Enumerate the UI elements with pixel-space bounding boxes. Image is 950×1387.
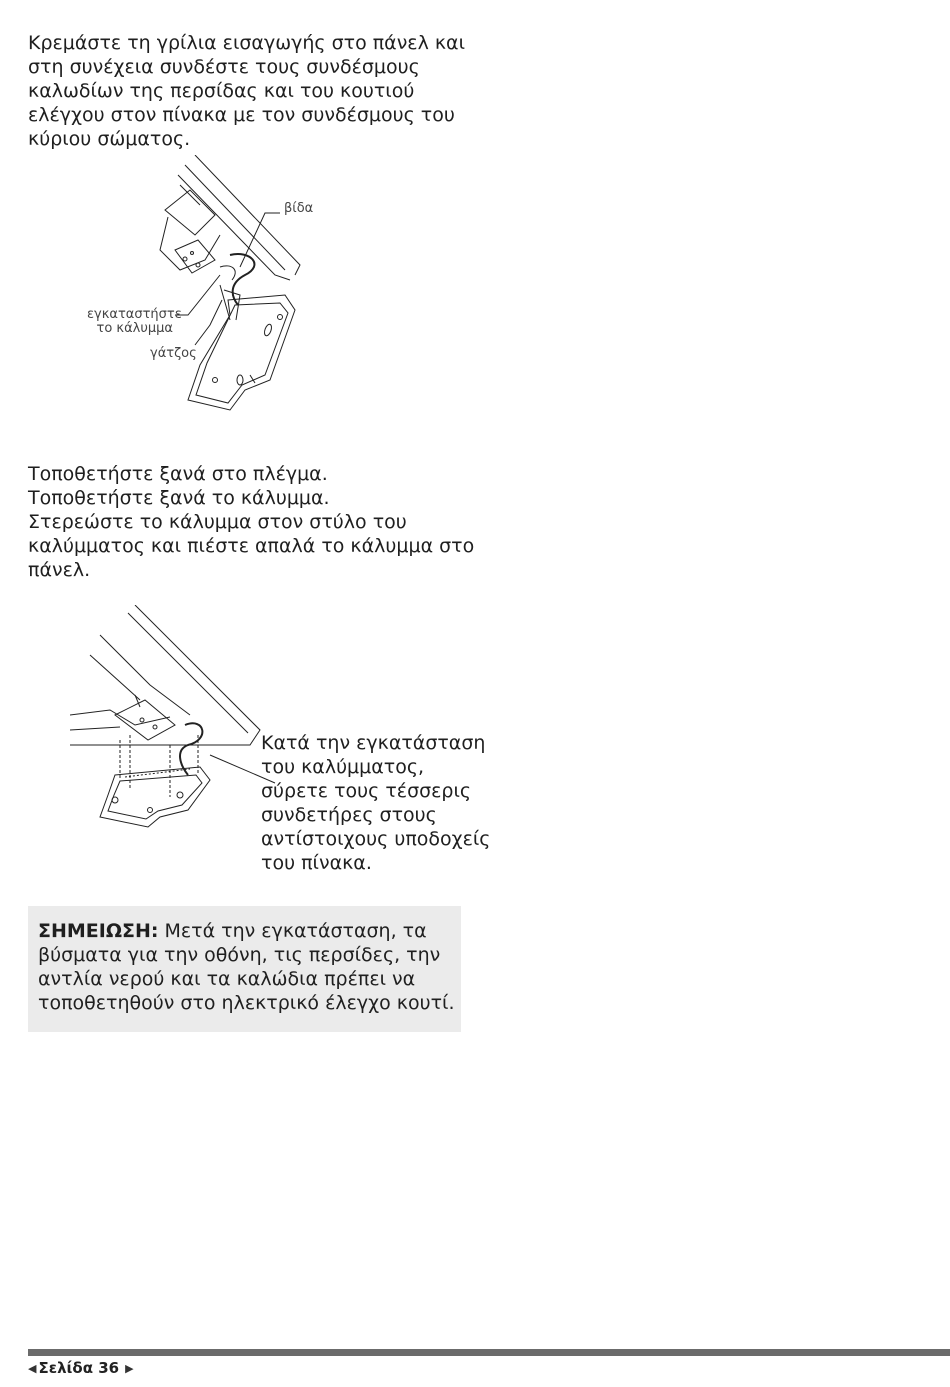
note-line-4: τοποθετηθούν στο ηλεκτρικό έλεγχο κουτί. [38, 992, 455, 1014]
text-line: πάνελ. [28, 559, 91, 581]
note-line-1-text: Μετά την εγκατάσταση, τα [158, 920, 427, 942]
text-line: του πίνακα. [261, 852, 372, 874]
footer-divider [28, 1349, 950, 1356]
install-cover-label-line1: εγκαταστήστε [87, 307, 182, 322]
text-line: ελέγχου στον πίνακα με τον συνδέσμους του [28, 104, 455, 126]
triangle-left-icon[interactable]: ◀ [28, 1361, 37, 1375]
screw-label: βίδα [284, 201, 314, 216]
instruction-paragraph-2 [28, 462, 488, 582]
instruction-paragraph-3 [261, 731, 490, 875]
note-line-1 [38, 919, 454, 943]
install-cover-label-line2: το κάλυμμα [96, 321, 173, 336]
text-line: Κατά την εγκατάσταση [261, 732, 486, 754]
text-line: στη συνέχεια συνδέστε τους συνδέσμους [28, 56, 420, 78]
text-line: Τοποθετήστε ξανά το κάλυμμα. [28, 487, 330, 509]
text-line: Τοποθετήστε ξανά στο πλέγμα. [28, 463, 328, 485]
note-line-3: αντλία νερού και τα καλώδια πρέπει να [38, 968, 416, 990]
text-line: σύρετε τους τέσσερις [261, 780, 472, 802]
note-line-2: βύσματα για την οθόνη, τις περσίδες, την [38, 944, 441, 966]
text-line: Κρεμάστε τη γρίλια εισαγωγής στο πάνελ και [28, 32, 466, 54]
note-box [28, 906, 461, 1032]
cover-installation-illustration [70, 605, 285, 830]
hook-label: γάτζος [150, 346, 197, 361]
text-line: καλύμματος και πιέστε απαλά το κάλυμμα στο [28, 535, 475, 557]
text-line: του καλύμματος, [261, 756, 425, 778]
text-line: καλωδίων της περσίδας και του κουτιού [28, 80, 415, 102]
triangle-right-icon[interactable]: ▶ [125, 1361, 134, 1375]
instruction-paragraph-1 [28, 31, 488, 151]
text-line: Στερεώστε το κάλυμμα στον στύλο του [28, 511, 407, 533]
text-line: αντίστοιχους υποδοχείς [261, 828, 491, 850]
text-line: κύριου σώματος. [28, 128, 191, 150]
text-line: συνδετήρες στους [261, 804, 437, 826]
page-number: Σελίδα 36 [38, 1359, 120, 1377]
page-footer [28, 1358, 134, 1378]
grille-hanging-illustration [80, 155, 320, 415]
note-label: ΣΗΜΕΙΩΣΗ: [38, 920, 159, 942]
